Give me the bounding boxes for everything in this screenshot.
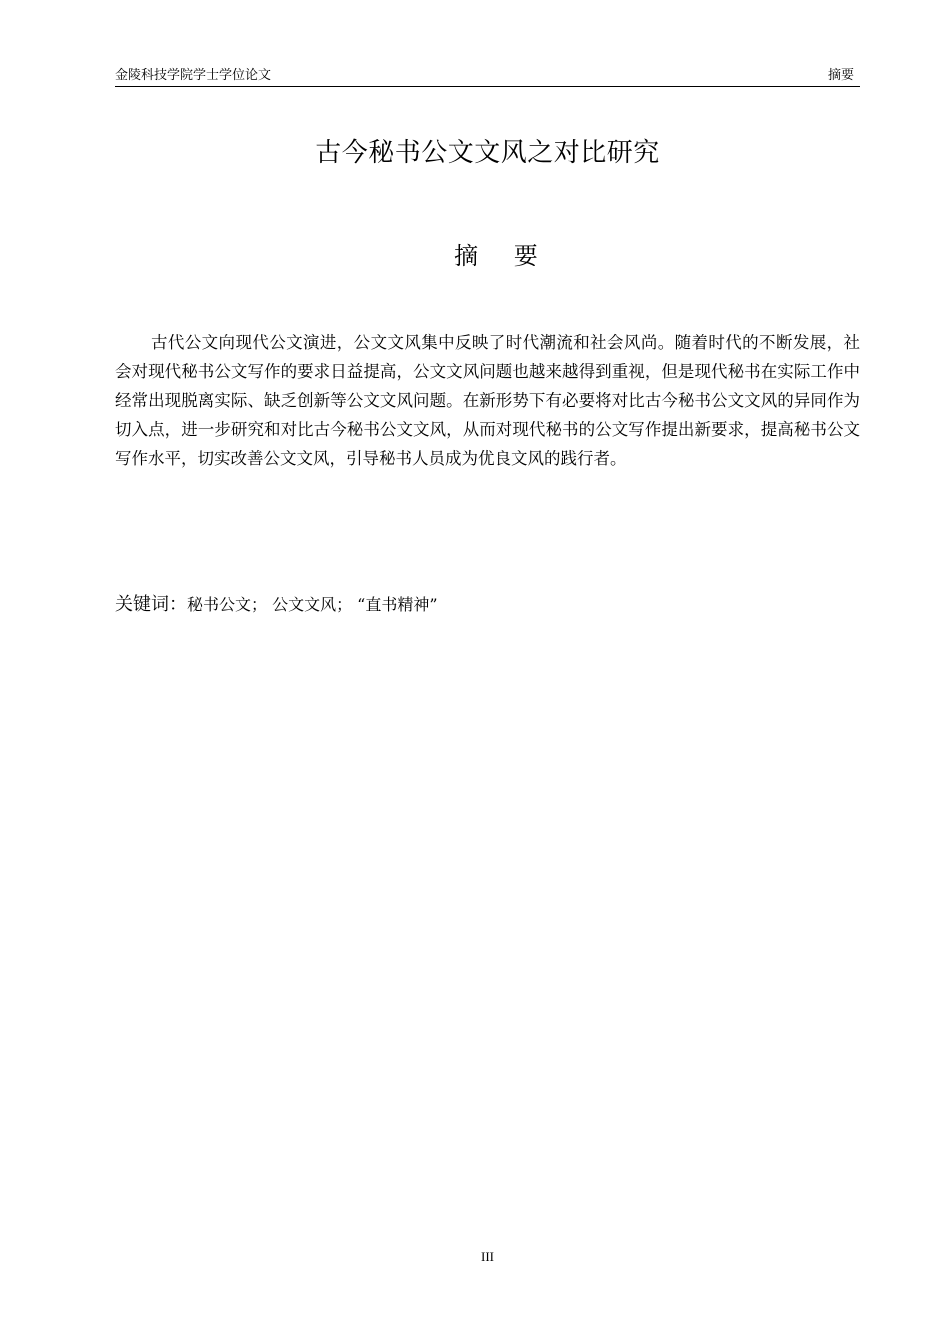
abstract-body: 古代公文向现代公文演进，公文文风集中反映了时代潮流和社会风尚。随着时代的不断发展，社会对现代秘书公文写作的要求日益提高，公文文风问题也越来越得到重视，但是现代秘书在实际工作中经常出现脱离实际、缺乏创新等公文文风问题。在新形势下有必要将对比古今秘书公文文风的异同作为切入点，进一步研究和对比古今秘书公文文风，从而对现代秘书的公文写作提出新要求，提高秘书公文写作水平，切实改善公文文风，引导秘书人员成为优良文风的践行者。 (115, 333, 860, 468)
thesis-title: 古今秘书公文文风之对比研究 (315, 138, 660, 168)
page-header (115, 66, 860, 87)
keywords-label: 关键词： (115, 594, 187, 615)
keywords-value: 秘书公文； 公文文风； “直书精神” (187, 595, 438, 614)
abstract-heading: 摘 要 (454, 242, 552, 270)
page-number: III (481, 1249, 494, 1264)
header-section-name: 摘要 (827, 68, 854, 83)
header-school-name: 金陵科技学院学士学位论文 (115, 68, 272, 83)
keywords-line (115, 591, 860, 619)
